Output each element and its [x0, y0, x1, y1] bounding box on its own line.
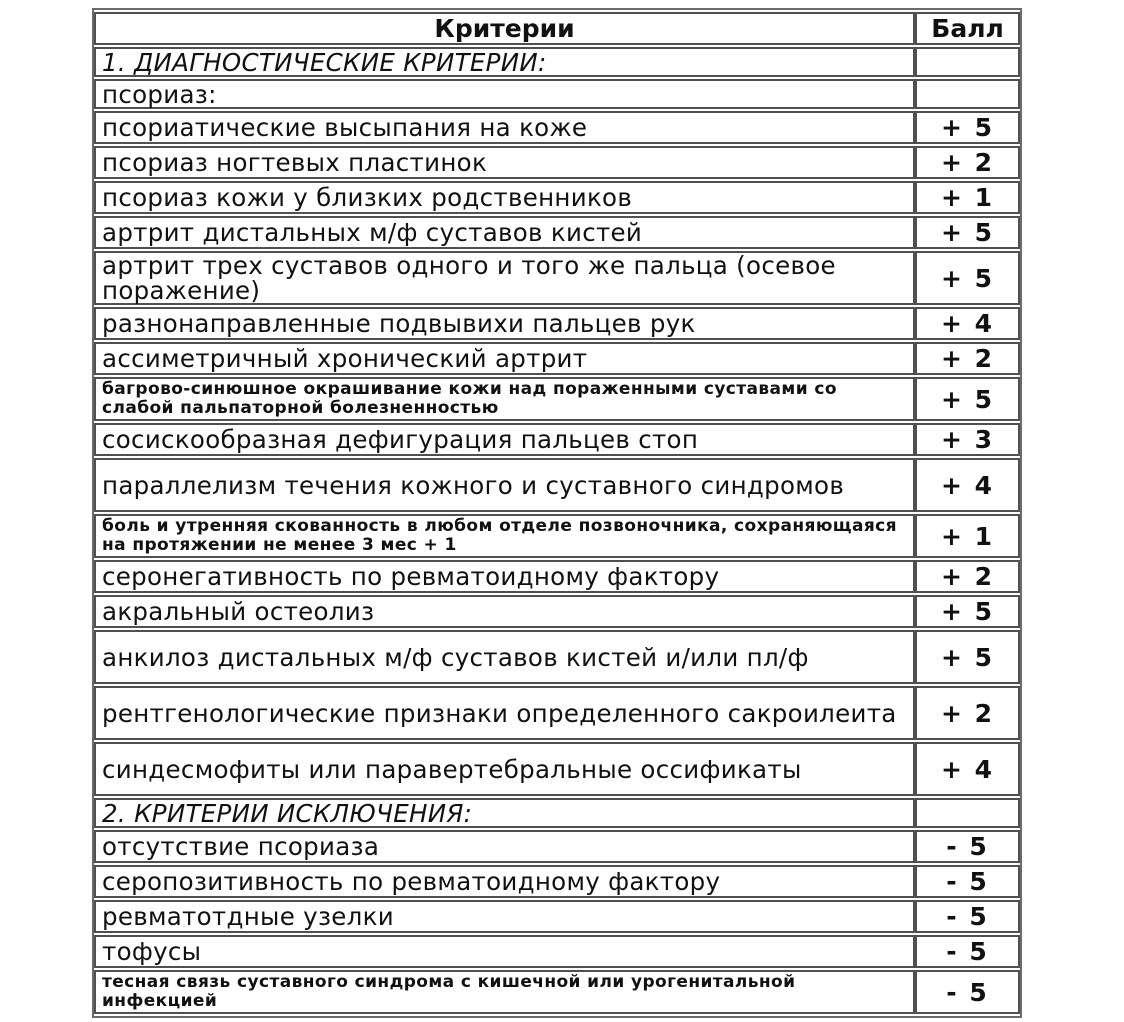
criteria-cell: параллелизм течения кожного и суставного синдромов [94, 458, 915, 512]
criteria-cell: ассиметричный хронический артрит [94, 342, 915, 375]
criteria-cell: рентгенологические признаки определенного сакроилеита [94, 686, 915, 740]
score-cell: + 2 [915, 560, 1020, 593]
criteria-cell: ревматотдные узелки [94, 900, 915, 933]
criteria-cell: псориаз: [94, 79, 915, 109]
score-cell: - 5 [915, 865, 1020, 898]
section-row-exclusion [94, 798, 1020, 828]
table-row [94, 307, 1020, 340]
score-cell: + 4 [915, 742, 1020, 796]
table-row [94, 514, 1020, 558]
table-row [94, 830, 1020, 863]
criteria-table [92, 8, 1022, 1018]
section-title-diagnostic: 1. ДИАГНОСТИЧЕСКИЕ КРИТЕРИИ: [94, 47, 915, 77]
table-row [94, 742, 1020, 796]
score-cell: + 5 [915, 595, 1020, 628]
score-cell: - 5 [915, 935, 1020, 968]
score-cell: + 1 [915, 514, 1020, 558]
score-cell: + 5 [915, 216, 1020, 249]
criteria-cell: артрит трех суставов одного и того же пальца (осевое поражение) [94, 251, 915, 305]
table-row [94, 146, 1020, 179]
criteria-cell: артрит дистальных м/ф суставов кистей [94, 216, 915, 249]
criteria-cell: серопозитивность по ревматоидному фактору [94, 865, 915, 898]
criteria-cell: отсутствие псориаза [94, 830, 915, 863]
criteria-cell: тофусы [94, 935, 915, 968]
criteria-cell: псориаз кожи у близких родственников [94, 181, 915, 214]
criteria-cell: псориаз ногтевых пластинок [94, 146, 915, 179]
criteria-cell: акральный остеолиз [94, 595, 915, 628]
table-row [94, 458, 1020, 512]
score-cell: + 4 [915, 458, 1020, 512]
score-cell: + 4 [915, 307, 1020, 340]
table-row [94, 595, 1020, 628]
table-row [94, 342, 1020, 375]
score-cell: - 5 [915, 830, 1020, 863]
table-row [94, 181, 1020, 214]
score-cell [915, 79, 1020, 109]
table-row [94, 686, 1020, 740]
criteria-cell: синдесмофиты или паравертебральные оссификаты [94, 742, 915, 796]
section-row-diagnostic [94, 47, 1020, 77]
score-cell: + 1 [915, 181, 1020, 214]
criteria-cell: серонегативность по ревматоидному фактору [94, 560, 915, 593]
score-cell: + 5 [915, 377, 1020, 421]
score-cell: + 2 [915, 686, 1020, 740]
table-row [94, 970, 1020, 1014]
score-cell [915, 798, 1020, 828]
criteria-cell: багрово-синюшное окрашивание кожи над пораженными суставами со слабой пальпаторной болезненностью [94, 377, 915, 421]
criteria-cell: тесная связь суставного синдрома с кишечной или урогенитальной инфекцией [94, 970, 915, 1014]
score-column-header: Балл [915, 12, 1020, 45]
criteria-cell: псориатические высыпания на коже [94, 111, 915, 144]
criteria-column-header: Критерии [94, 12, 915, 45]
table-row [94, 377, 1020, 421]
score-cell [915, 47, 1020, 77]
criteria-cell: сосискообразная дефигурация пальцев стоп [94, 423, 915, 456]
table-row [94, 423, 1020, 456]
table-row [94, 111, 1020, 144]
criteria-cell: боль и утренняя скованность в любом отделе позвоночника, сохраняющаяся на протяжении не менее 3 мес + 1 [94, 514, 915, 558]
score-cell: - 5 [915, 970, 1020, 1014]
score-cell: + 5 [915, 630, 1020, 684]
score-cell: + 3 [915, 423, 1020, 456]
score-cell: + 5 [915, 111, 1020, 144]
score-cell: + 2 [915, 342, 1020, 375]
score-cell: + 5 [915, 251, 1020, 305]
table-row [94, 865, 1020, 898]
table-row [94, 900, 1020, 933]
header-row [94, 12, 1020, 45]
criteria-cell: анкилоз дистальных м/ф суставов кистей и/или пл/ф [94, 630, 915, 684]
table-row [94, 79, 1020, 109]
table-row [94, 251, 1020, 305]
score-cell: - 5 [915, 900, 1020, 933]
table-row [94, 560, 1020, 593]
table-row [94, 630, 1020, 684]
section-title-exclusion: 2. КРИТЕРИИ ИСКЛЮЧЕНИЯ: [94, 798, 915, 828]
score-cell: + 2 [915, 146, 1020, 179]
criteria-cell: разнонаправленные подвывихи пальцев рук [94, 307, 915, 340]
table-row [94, 216, 1020, 249]
table-row [94, 935, 1020, 968]
